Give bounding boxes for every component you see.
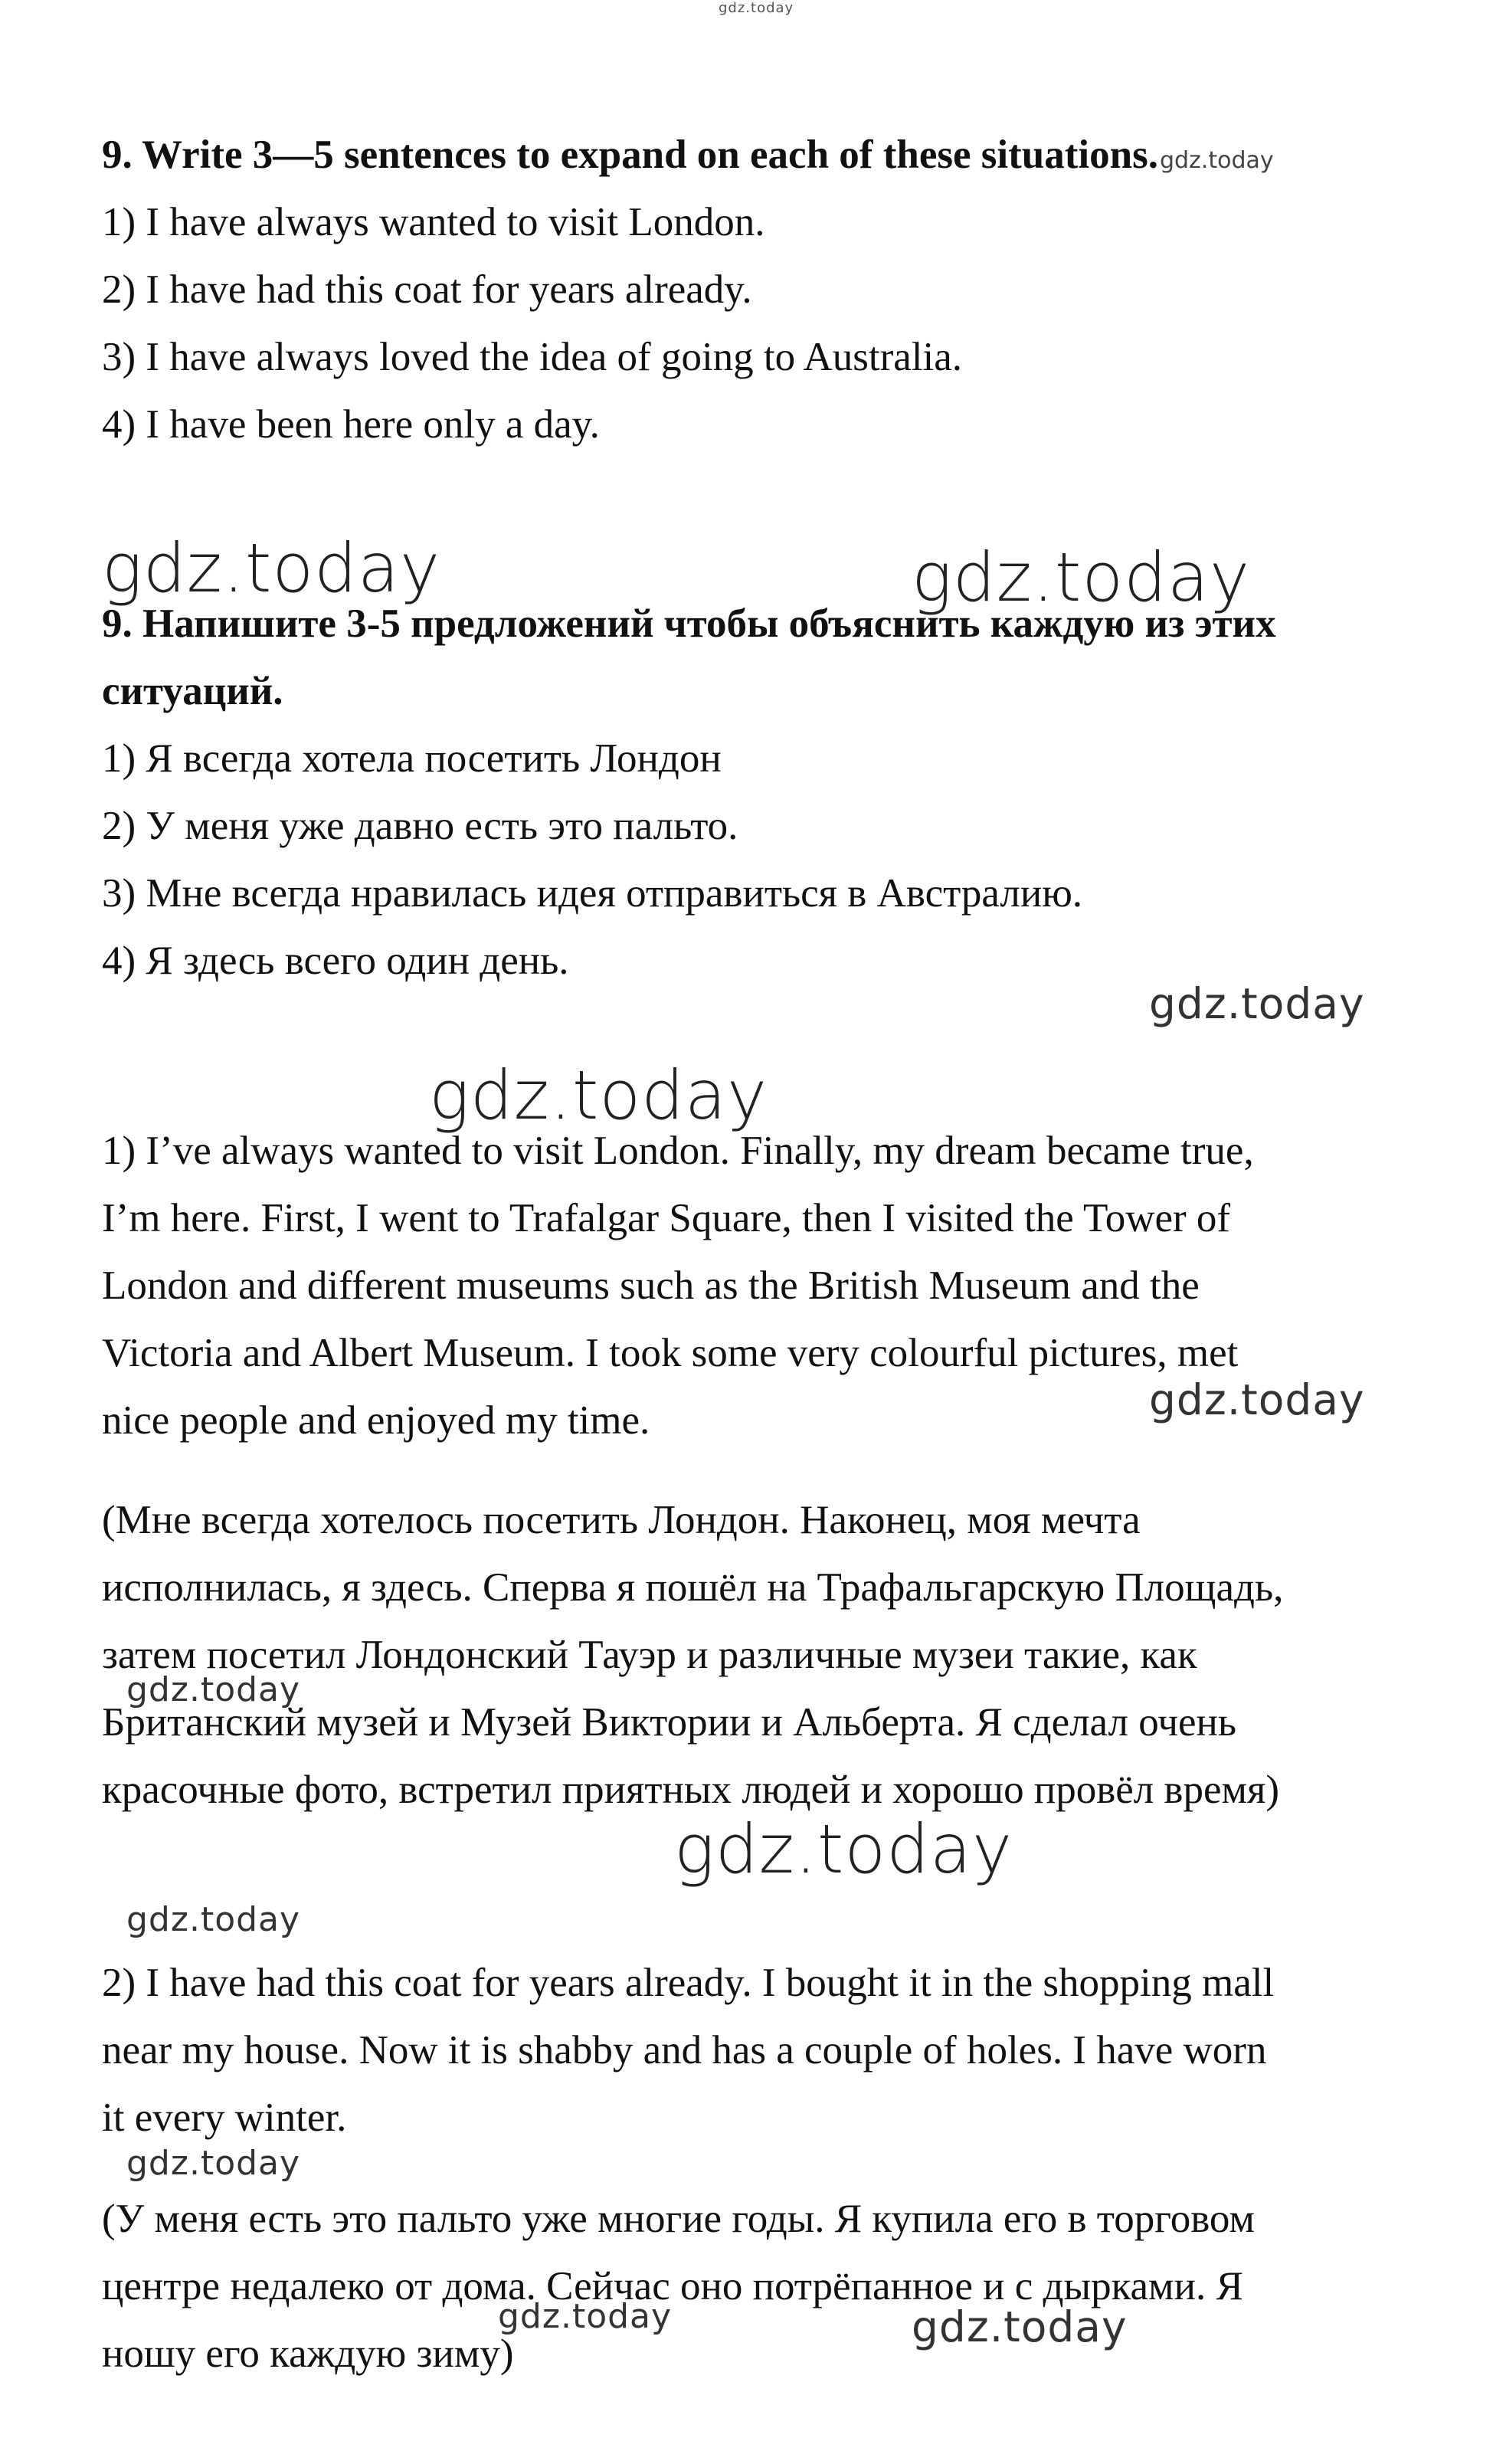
task-en-item: 1) I have always wanted to visit London. [102, 200, 765, 244]
answer1-en-line: nice people and enjoyed my time. [102, 1398, 650, 1443]
answer2-ru-line: ношу его каждую зиму) [102, 2331, 514, 2376]
answer2-en-line: it every winter. [102, 2095, 347, 2140]
answer2-ru-line: центре недалеко от дома. Сейчас оно потрёпанное и с дырками. Я [102, 2264, 1243, 2308]
task-ru-item: 4) Я здесь всего один день. [102, 939, 569, 983]
answer1-en-line: London and different museums such as the British Museum and the [102, 1263, 1200, 1308]
task-ru-item: 1) Я всегда хотела посетить Лондон [102, 736, 722, 781]
task-en-item: 2) I have had this coat for years already. [102, 267, 752, 312]
watermark: gdz.today [912, 538, 1251, 617]
watermark: gdz.today [126, 1670, 301, 1709]
watermark: gdz.today [126, 2144, 301, 2183]
task-en-item: 4) I have been here only a day. [102, 402, 600, 447]
answer1-ru-line: затем посетил Лондонский Тауэр и различные музеи такие, как [102, 1633, 1197, 1677]
task-ru-item: 3) Мне всегда нравилась идея отправиться в Австралию. [102, 871, 1083, 916]
watermark: gdz.today [498, 2297, 673, 2336]
watermark: gdz.today [674, 1810, 1013, 1889]
answer2-ru-line: (У меня есть это пальто уже многие годы. Я купила его в торговом [102, 2197, 1255, 2241]
watermark: gdz.today [102, 529, 441, 608]
answer1-ru-line: красочные фото, встретил приятных людей и хорошо провёл время) [102, 1768, 1280, 1812]
answer1-en-line: I’m here. First, I went to Trafalgar Square, then I visited the Tower of [102, 1196, 1231, 1240]
watermark: gdz.today [1149, 1375, 1365, 1424]
watermark: gdz.today [429, 1056, 768, 1135]
watermark: gdz.today [912, 2302, 1128, 2351]
answer1-ru-line: (Мне всегда хотелось посетить Лондон. Наконец, моя мечта [102, 1498, 1141, 1542]
watermark: gdz.today [126, 1900, 301, 1939]
watermark-top: gdz.today [719, 0, 794, 16]
answer1-ru-line: исполнилась, я здесь. Сперва я пошёл на Трафальгарскую Площадь, [102, 1565, 1284, 1610]
task-en-heading [102, 130, 1274, 185]
task-en-item: 3) I have always loved the idea of going to Australia. [102, 335, 962, 379]
watermark: gdz.today [1149, 979, 1365, 1028]
answer2-en-line: near my house. Now it is shabby and has a couple of holes. I have worn [102, 2028, 1267, 2072]
task-ru-heading: 9. Напишите 3-5 предложений чтобы объяснить каждую из этих [102, 601, 1276, 646]
task-en-heading-text: 9. Write 3—5 sentences to expand on each of these situations. [102, 133, 1158, 177]
task-ru-item: 2) У меня уже давно есть это пальто. [102, 804, 738, 848]
answer1-en-line: 1) I’ve always wanted to visit London. Finally, my dream became true, [102, 1129, 1254, 1173]
task-ru-heading: ситуаций. [102, 669, 283, 713]
answer1-en-line: Victoria and Albert Museum. I took some very colourful pictures, met [102, 1331, 1239, 1375]
answer2-en-line: 2) I have had this coat for years already. I bought it in the shopping mall [102, 1961, 1275, 2005]
answer1-ru-line: Британский музей и Музей Виктории и Альберта. Я сделал очень [102, 1700, 1237, 1745]
watermark-inline: gdz.today [1159, 147, 1274, 174]
